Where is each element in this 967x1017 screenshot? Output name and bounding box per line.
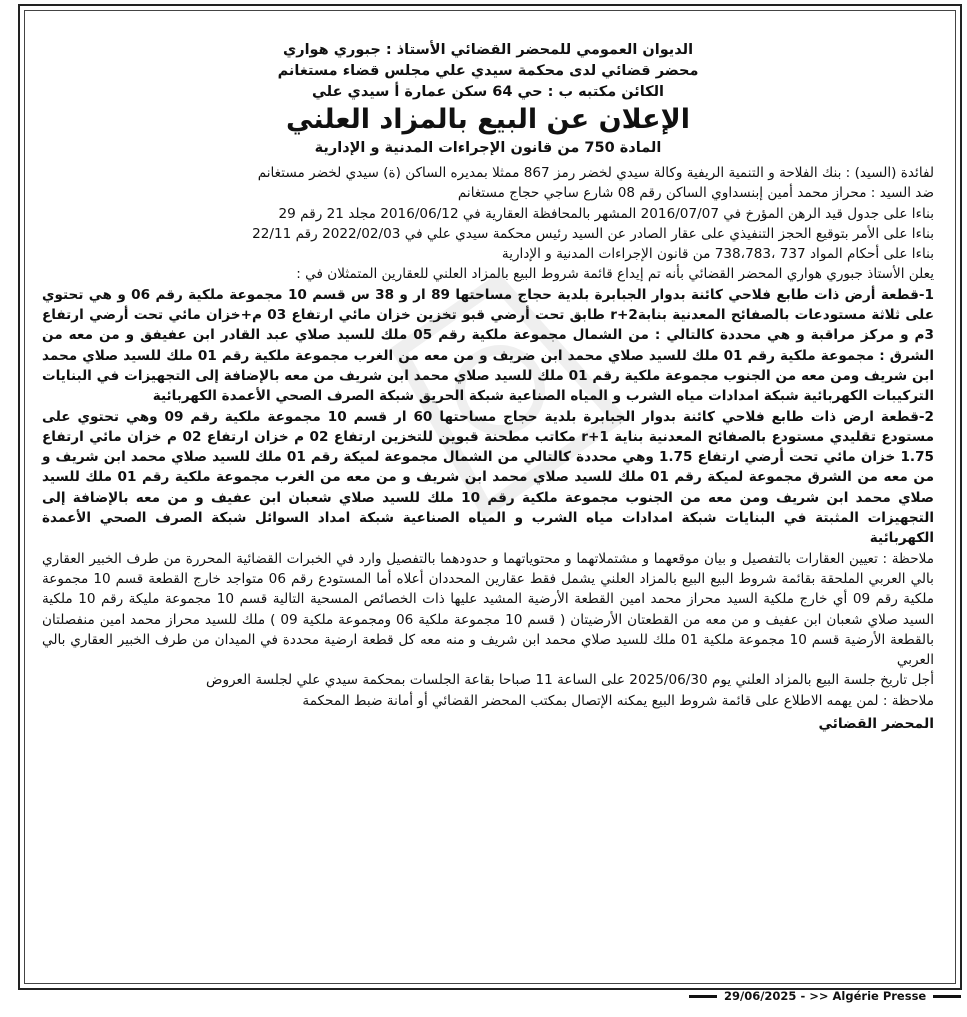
office-name: الديوان العمومي للمحضر القضائي الأستاذ : جبوري هواري bbox=[282, 42, 694, 58]
property-lot-1: 1-قطعة أرض ذات طابع فلاحي كائنة بدوار الجبابرة بلدية حجاج مساحتها 89 ار و 38 س قسم 10 مجموعة ملكية رقم 06 و هي تحتوي على ثلاثة مستودعات بالصفائح المعدنية بنابة2+r طابق تحت أرضي قبو تخزين خزان مائي ارتفاع 03 م+خزان مائي تحت أرضي ارتفاع 3م و مركز مراقبة و هي محددة كالتالي : من الشمال مجموعة ملكية رقم 05 ملك للسيد صلاي عبد القادر ابن عفيفق و من معه من الشرق : مجموعة ملكية رقم 01 ملك للسيد صلاي محمد ابن ضريف و من معه من الغرب مجموعة ملكية رقم 01 ملك للسيد صلاي محمد ابن شريف ومن معه من الجنوب مجموعة ملكية رقم 01 ملك للسيد صلاي محمد ابن شريف من معه بالإضافة إلى التجهيزات في البنايات التركيبات الكهربائية شبكة امدادات مياه الشرب و المياه الصناعية شبكة الحريق شبكة الصرف الصحي الأعمدة الكهربائية bbox=[42, 286, 935, 405]
notice-title: الإعلان عن البيع بالمزاد العلني bbox=[286, 104, 690, 135]
publication-footer bbox=[686, 988, 948, 1004]
against-paragraph: ضد السيد : محراز محمد أمين إبنسداوي الساكن رقم 08 شارع ساجي حجاج مستغانم bbox=[457, 185, 934, 202]
based-on-mortgage: بناءا على جدول قيد الرهن المؤرخ في 2016/07/07 المشهر بالمحافظة العقارية في 2016/06/12 مجلد 21 رقم 29 bbox=[278, 205, 934, 222]
office-court: محضر قضائي لدى محكمة سيدي علي مجلس قضاء مستغانم bbox=[277, 63, 699, 79]
announcement-paragraph: يعلن الأستاذ جبوري هواري المحضر القضائي بأنه تم إيداع قائمة شروط البيع بالمزاد العلني للعقارين المتمثلان في : bbox=[296, 266, 934, 283]
note-paragraph: ملاحظة : تعيين العقارات بالتفصيل و بيان موقعهما و مشتملاتهما و محتوياتهما و حدودهما بالتفصيل وارد في الخبرات القضائية المحررة من طرف الخبير العقاري بالي العربي الملحقة بقائمة شروط البيع البيع بالمزاد العلني يشمل فقط عقارين المحددان أعلاه أما المستودع رقم 06 متواجد خارج القطعة قسم 10 مجموعة ملكية رقم 09 أي خارج ملكية السيد محراز محمد امين القطعة الأرضية المشيد عليها ذات الخصائص المسحية التالية قسم 10 مجموعة مليكة رقم 10 ملكية السيد صلاي شعبان ابن عفيف و من معه من القطعتان الأرضيتان ( قسم 10 مجموعة ملكية 06 ومجموعة ملكية 09 ) ملك للسيد محراز محمد امين منفصلتان بالقطعة الأرضية قسم 10 مجموعة ملكية 01 ملك للسيد صلاي محمد ابن شريف و منه معه كل قطعة ارضية محددة في الميدان من طرف الخبير العقاري بالي العربي bbox=[42, 550, 935, 669]
beneficiary-paragraph: لفائدة (السيد) : بنك الفلاحة و التنمية الريفية وكالة سيدي لخضر رمز 867 ممثلا بمديره الساكن (ة) سيدي لخضر مستغانم bbox=[257, 165, 934, 181]
footer-rule-left bbox=[689, 995, 717, 998]
footer-source: Algérie Presse bbox=[832, 989, 927, 1003]
based-on-articles: بناءا على أحكام المواد 737 ،738،783 من قانون الإجراءات المدنية و الإدارية bbox=[501, 246, 934, 263]
based-on-order: بناءا على الأمر بتوقيع الحجز التنفيذي على عقار الصادر عن السيد رئيس محكمة سيدي علي في 2022/02/03 رقم 22/11 bbox=[252, 225, 934, 242]
office-address: الكائن مكتبه ب : حي 64 سكن عمارة أ سيدي علي bbox=[311, 84, 665, 100]
notice-subtitle: المادة 750 من قانون الإجراءات المدنية و الإدارية bbox=[314, 140, 662, 156]
session-paragraph: أجل تاريخ جلسة البيع بالمزاد العلني يوم 2025/06/30 على الساعة 11 صباحا بقاعة الجلسات بمحكمة سيدي علي لجلسة العروض bbox=[206, 672, 934, 689]
note-contact-paragraph: ملاحظة : لمن يهمه الاطلاع على قائمة شروط البيع يمكنه الإتصال بمكتب المحضر القضائي أو أمانة ضبط المحكمة bbox=[302, 692, 934, 709]
property-lot-2: 2-قطعة ارض ذات طابع فلاحي كائنة بدوار الجبابرة بلدية حجاج مساحتها 60 ار قسم 10 مجموعة ملكية رقم 09 وهي تحتوي على مستودع تقليدي مستودع بالصفائح المعدنية بناية r+1 مكاتب مطحنة قبوين للتخزين ارتفاع 02 م خزان ارتفاع 02 م خزان مائي ارتفاع 1.75 خزان مائي تحت أرضي ارتفاع 1.75 وهي محددة كالتالي من الشمال مجموعة لميكة رقم 01 ملك للسيد صلاي محمد ابن شريف و من معه من الشرق مجموعة لميكة رقم 01 ملك للسيد صلاي محمد ابن شريف و من معه من الغرب مجموعة ملكية رقم 01 ملك للسيد صلاي محمد ابن شريف ومن معه من الجنوب مجموعة ملكية رقم 10 ملك للسيد صلاي شعبان ابن عفيف و من معه بالإضافة إلى التجهيزات المثبتة في البنايات شبكة امدادات مياه الشرب و المياه الصناعية شبكة امداد السوائل شبكة الصرف الصحي الأعمدة الكهربائية bbox=[42, 408, 934, 547]
footer-rule-right bbox=[933, 995, 961, 998]
signature: المحضر القضائي bbox=[818, 716, 934, 733]
notice-content bbox=[42, 40, 934, 735]
footer-separator: - >> bbox=[800, 989, 829, 1003]
footer-date: 29/06/2025 bbox=[724, 989, 797, 1003]
